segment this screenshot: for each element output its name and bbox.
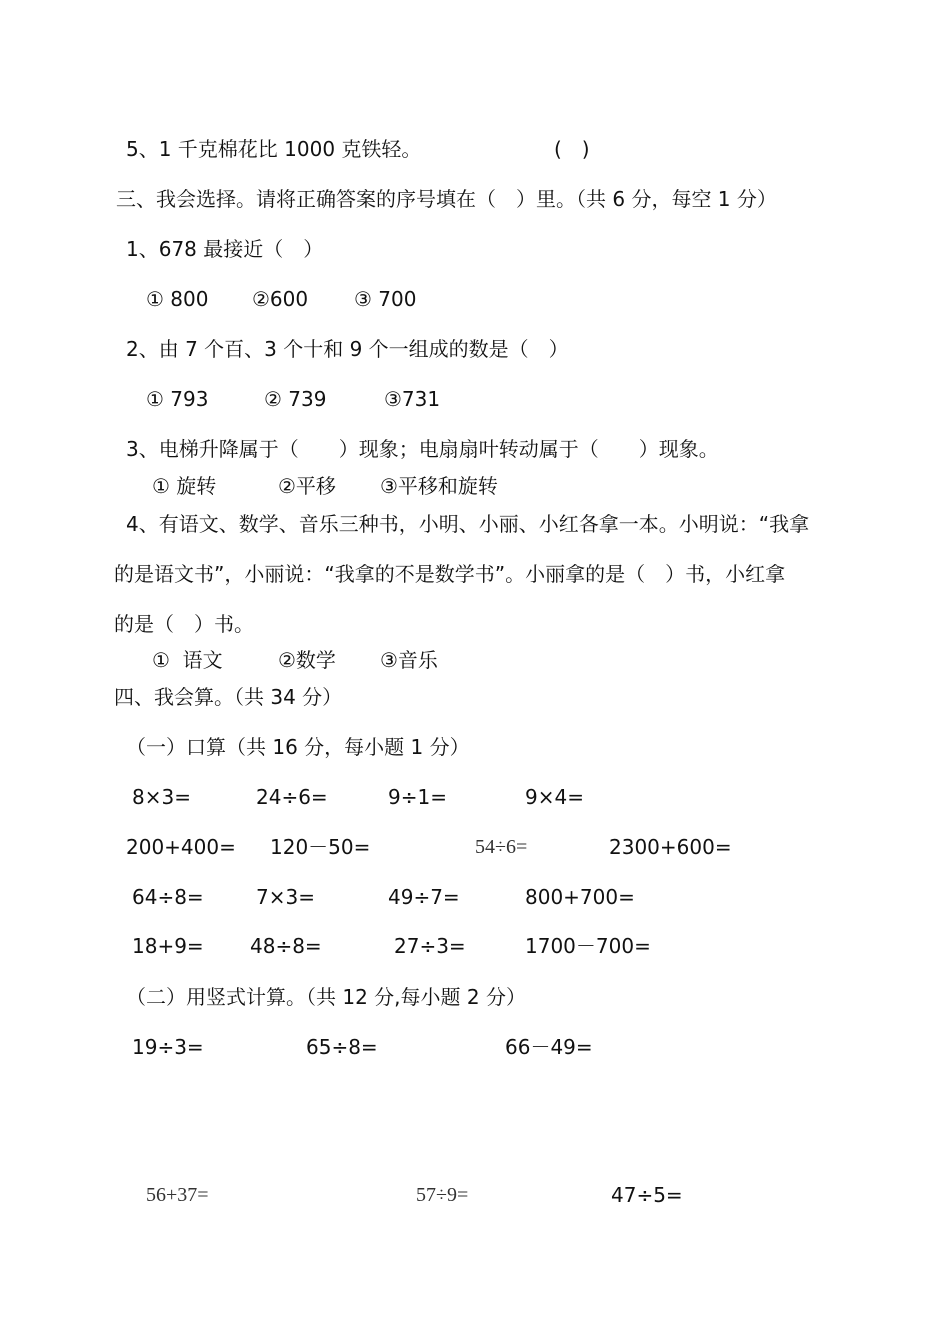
option-3: ③ 700 — [354, 287, 417, 311]
oral-calc-heading: （一）口算（共 16 分，每小题 1 分） — [126, 735, 470, 759]
oral-problem: 200+400= — [126, 835, 236, 859]
option-2: ②600 — [252, 287, 309, 311]
choice-question-4-line-3: 的是（ ）书。 — [114, 612, 254, 636]
oral-problem: 9÷1= — [388, 785, 447, 809]
option-1: ① 800 — [146, 287, 209, 311]
oral-problem: 800+700= — [525, 885, 635, 909]
oral-problem: 9×4= — [525, 785, 584, 809]
answer-blank: ( ) — [554, 137, 590, 161]
oral-problem: 24÷6= — [256, 785, 328, 809]
oral-problem: 2300+600= — [609, 835, 732, 859]
oral-problem: 1700－700= — [525, 934, 651, 958]
choice-question-4-line-2: 的是语文书”，小丽说：“我拿的不是数学书”。小丽拿的是（ ）书，小红拿 — [114, 562, 786, 586]
vertical-calc-heading: （二）用竖式计算。（共 12 分,每小题 2 分） — [126, 985, 526, 1009]
option-2: ②平移 — [278, 474, 336, 498]
oral-problem: 27÷3= — [394, 934, 466, 958]
vertical-problem: 19÷3= — [132, 1035, 204, 1059]
vertical-problem: 65÷8= — [306, 1035, 378, 1059]
option-3: ③音乐 — [380, 648, 438, 672]
option-2: ② 739 — [264, 387, 327, 411]
judge-question-5: 5、1 千克棉花比 1000 克铁轻。 — [126, 137, 422, 161]
vertical-problem: 47÷5= — [611, 1183, 683, 1207]
option-3: ③平移和旋转 — [380, 474, 498, 498]
choice-question-1: 1、678 最接近（ ） — [126, 237, 324, 261]
oral-problem: 7×3= — [256, 885, 315, 909]
choice-question-4-line-1: 4、有语文、数学、音乐三种书，小明、小丽、小红各拿一本。小明说：“我拿 — [126, 512, 810, 536]
vertical-problem: 57÷9= — [416, 1184, 469, 1206]
oral-problem: 54÷6= — [475, 836, 528, 858]
choice-question-3: 3、电梯升降属于（ ）现象；电扇扇叶转动属于（ ）现象。 — [126, 437, 719, 461]
oral-problem: 18+9= — [132, 934, 204, 958]
vertical-problem: 66－49= — [505, 1035, 593, 1059]
option-1: ① 语文 — [152, 648, 223, 672]
option-1: ① 793 — [146, 387, 209, 411]
oral-problem: 64÷8= — [132, 885, 204, 909]
option-2: ②数学 — [278, 648, 336, 672]
option-3: ③731 — [384, 387, 441, 411]
option-1: ① 旋转 — [152, 474, 217, 498]
section-heading-calc: 四、我会算。（共 34 分） — [114, 685, 343, 709]
section-heading-choice: 三、我会选择。请将正确答案的序号填在（ ）里。（共 6 分，每空 1 分） — [116, 187, 777, 211]
vertical-problem: 56+37= — [146, 1184, 209, 1206]
oral-problem: 49÷7= — [388, 885, 460, 909]
choice-question-2: 2、由 7 个百、3 个十和 9 个一组成的数是（ ） — [126, 337, 569, 361]
oral-problem: 48÷8= — [250, 934, 322, 958]
oral-problem: 8×3= — [132, 785, 191, 809]
oral-problem: 120－50= — [270, 835, 371, 859]
